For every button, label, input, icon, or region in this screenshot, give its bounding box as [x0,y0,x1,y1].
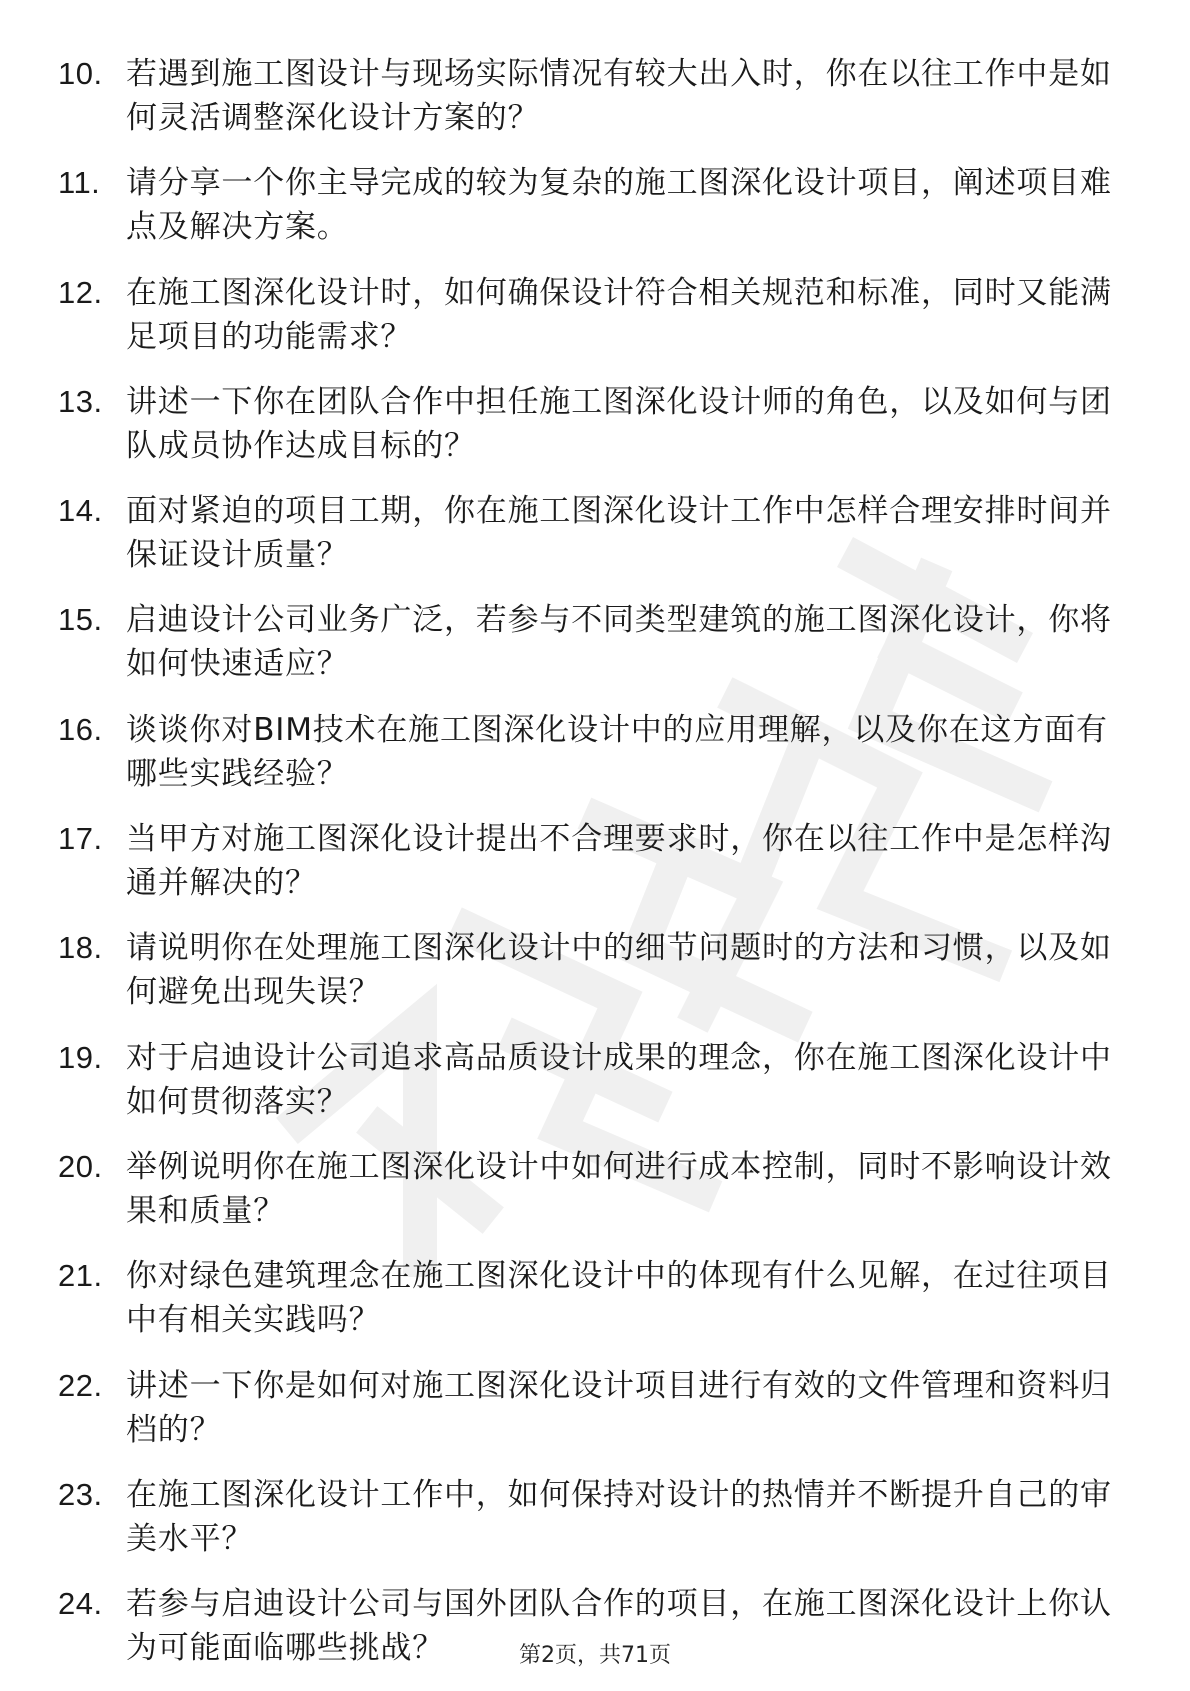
list-item [58,1036,1138,1124]
list-item [58,52,1138,140]
question-text: 当甲方对施工图深化设计提出不合理要求时，你在以往工作中是怎样沟通并解决的？ [126,821,1112,902]
question-number: 15. [58,602,103,638]
question-number: 19. [58,1039,103,1075]
question-text: 在施工图深化设计时，如何确保设计符合相关规范和标准，同时又能满足项目的功能需求？ [126,274,1112,355]
question-text: 请分享一个你主导完成的较为复杂的施工图深化设计项目，阐述项目难点及解决方案。 [126,165,1112,246]
list-item [58,271,1138,359]
question-text: 若参与启迪设计公司与国外团队合作的项目，在施工图深化设计上你认为可能面临哪些挑战？ [126,1586,1112,1667]
question-number: 17. [58,821,103,857]
list-item [58,708,1138,796]
question-number: 20. [58,1148,103,1184]
question-number: 12. [58,274,103,310]
question-text: 对于启迪设计公司追求高品质设计成果的理念，你在施工图深化设计中如何贯彻落实？ [126,1039,1112,1120]
list-item [58,1364,1138,1452]
question-number: 14. [58,493,103,529]
page-footer [0,1638,1190,1669]
list-item [58,598,1138,686]
list-item [58,926,1138,1014]
question-text: 讲述一下你在团队合作中担任施工图深化设计师的角色，以及如何与团队成员协作达成目标的？ [126,383,1112,464]
list-item [58,1254,1138,1342]
question-text: 启迪设计公司业务广泛，若参与不同类型建筑的施工图深化设计，你将如何快速适应？ [126,602,1112,683]
question-number: 21. [58,1258,103,1294]
question-text: 请说明你在处理施工图深化设计中的细节问题时的方法和习惯，以及如何避免出现失误？ [126,930,1112,1011]
question-text: 你对绿色建筑理念在施工图深化设计中的体现有什么见解，在过往项目中有相关实践吗？ [126,1258,1112,1339]
list-item [58,1145,1138,1233]
list-item [58,489,1138,577]
list-item [58,380,1138,468]
question-list [58,52,1138,1691]
question-text: 面对紧迫的项目工期，你在施工图深化设计工作中怎样合理安排时间并保证设计质量？ [126,493,1112,574]
question-text: 讲述一下你是如何对施工图深化设计项目进行有效的文件管理和资料归档的？ [126,1367,1112,1448]
question-text: 谈谈你对BIM技术在施工图深化设计中的应用理解，以及你在这方面有哪些实践经验？ [126,711,1108,792]
list-item [58,161,1138,249]
question-number: 24. [58,1586,103,1622]
list-item [58,1473,1138,1561]
question-number: 23. [58,1476,103,1512]
question-number: 18. [58,930,103,966]
question-number: 11. [58,165,101,201]
question-number: 10. [58,56,103,91]
page-number-label: 第2页，共71页 [519,1643,671,1668]
question-number: 13. [58,383,103,419]
question-text: 若遇到施工图设计与现场实际情况有较大出入时，你在以往工作中是如何灵活调整深化设计方案的？ [126,56,1112,136]
list-item [58,817,1138,905]
question-text: 在施工图深化设计工作中，如何保持对设计的热情并不断提升自己的审美水平？ [126,1476,1112,1557]
question-number: 22. [58,1367,103,1403]
question-text: 举例说明你在施工图深化设计中如何进行成本控制，同时不影响设计效果和质量？ [126,1148,1112,1229]
question-number: 16. [58,711,103,747]
